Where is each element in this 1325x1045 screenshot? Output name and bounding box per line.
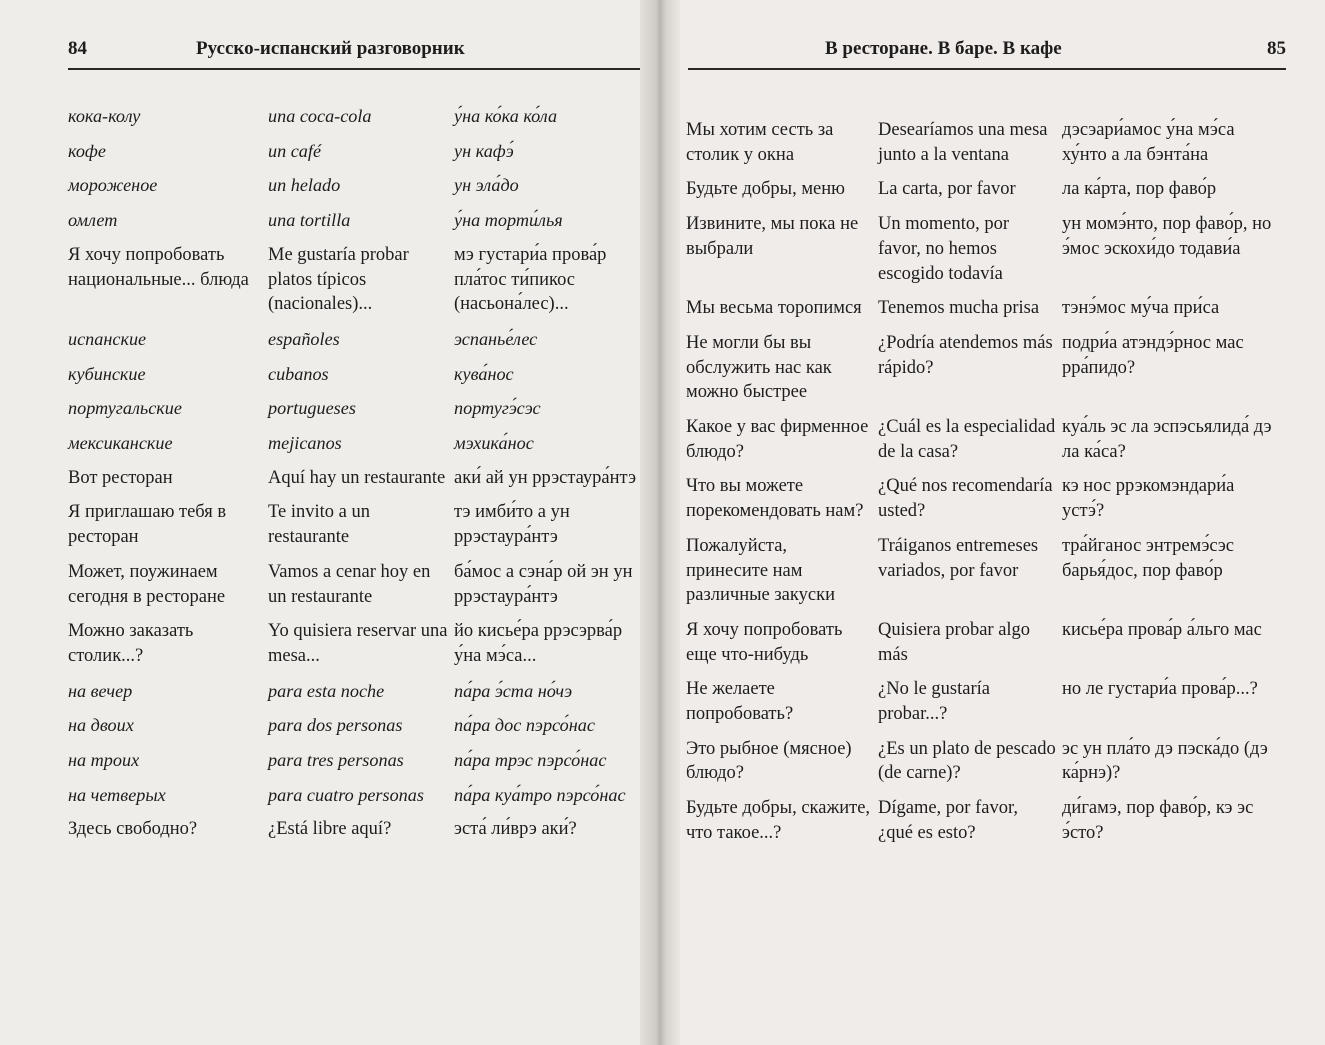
russian-phrase: на четверых: [68, 784, 166, 805]
transcription: ба́мос а сэна́р ой эн ун ррэстаура́нтэ: [454, 561, 633, 607]
running-title: В ресторане. В баре. В кафе: [825, 38, 1062, 59]
transcription: ла ка́рта, пор фаво́р: [1062, 179, 1217, 200]
transcription: кэ нос ррэкомэндари́а устэ́?: [1062, 476, 1235, 522]
spanish-phrase: mejicanos: [268, 433, 342, 454]
page-number: 85: [1267, 38, 1286, 59]
russian-phrase: на вечер: [68, 680, 133, 701]
spanish-phrase: Desearíamos una mesa junto a la ventana: [878, 120, 1048, 165]
russian-phrase: испанские: [68, 328, 147, 349]
spanish-phrase: una coca-cola: [268, 106, 372, 126]
russian-phrase: Мы весьма торопимся: [686, 298, 862, 319]
transcription: тра́йганос энтремэ́сэс барья́дос, пор фаво́р: [1062, 535, 1234, 581]
russian-phrase: Это рыбное (мясное) блюдо?: [686, 738, 852, 784]
russian-phrase: Может, поужинаем сегодня в ресторане: [68, 561, 226, 607]
spanish-phrase: ¿Está libre aquí?: [268, 819, 392, 840]
phrase-row: [68, 500, 648, 549]
transcription: йо кисье́ра ррэсэрва́р у́на мэ́са...: [454, 621, 623, 666]
phrase-row: [686, 474, 1286, 523]
transcription: у́на ко́ка ко́ла: [454, 106, 558, 126]
phrase-row: [686, 331, 1286, 405]
spanish-phrase: una tortilla: [268, 210, 351, 231]
transcription: ун эла́до: [454, 175, 519, 196]
spanish-phrase: Dígame, por favor, ¿qué es esto?: [878, 798, 1019, 843]
spanish-phrase: ¿Qué nos recomendaría usted?: [878, 476, 1053, 522]
phrase-row: [68, 817, 648, 842]
transcription: ун кафэ́: [454, 140, 514, 161]
spanish-phrase: Tenemos mucha prisa: [878, 298, 1040, 319]
phrase-table: [686, 118, 1286, 856]
transcription: ун момэ́нто, пор фаво́р, но э́мос эскохи́до тодави́а: [1062, 214, 1272, 259]
spanish-phrase: ¿No le gustaría probar...?: [878, 679, 990, 725]
russian-phrase: Не могли бы вы обслужить нас как можно быстрее: [686, 332, 832, 403]
russian-phrase: Будьте добры, меню: [686, 179, 845, 200]
phrase-row: [686, 737, 1286, 786]
phrase-row: [686, 296, 1286, 321]
transcription: аки́ ай ун ррэстаура́нтэ: [454, 467, 637, 488]
transcription: эста́ ли́врэ аки́?: [454, 819, 577, 840]
phrase-table: [68, 104, 648, 852]
right-page: [660, 0, 1325, 1045]
russian-phrase: португальские: [68, 398, 182, 419]
spanish-phrase: Tráiganos entremeses variados, por favor: [878, 535, 1039, 581]
russian-phrase: Мы хотим сесть за столик у окна: [686, 120, 834, 165]
transcription: подри́а атэндэ́рнос мас рра́пидо?: [1062, 332, 1244, 378]
russian-phrase: кофе: [68, 140, 106, 161]
phrase-row: [686, 796, 1286, 845]
russian-phrase: Извините, мы пока не выбрали: [686, 214, 859, 259]
russian-phrase: Будьте добры, скажите, что такое...?: [686, 798, 871, 843]
spanish-phrase: Te invito a un restaurante: [268, 502, 370, 548]
transcription: па́ра трэс пэрсо́нас: [454, 750, 607, 771]
phrase-row: [68, 431, 648, 456]
russian-phrase: Какое у вас фирменное блюдо?: [686, 417, 869, 462]
transcription: па́ра дос пэрсо́нас: [454, 715, 595, 736]
spanish-phrase: españoles: [268, 328, 340, 349]
phrase-row: [68, 208, 648, 233]
russian-phrase: Я хочу попробовать национальные... блюда: [68, 244, 249, 290]
spanish-phrase: para tres personas: [268, 750, 404, 771]
russian-phrase: Пожалуйста, принесите нам различные закуски: [686, 535, 835, 606]
phrase-row: [686, 415, 1286, 464]
header-rule: [688, 68, 1286, 70]
phrase-row: [68, 173, 648, 198]
spanish-phrase: ¿Cuál es la especialidad de la casa?: [878, 417, 1056, 462]
phrase-row: [686, 212, 1286, 286]
spanish-phrase: Vamos a cenar hoy en un restaurante: [268, 561, 431, 607]
phrase-row: [686, 677, 1286, 726]
spanish-phrase: Me gustaría probar platos típicos (nacionales)...: [268, 244, 409, 315]
phrase-row: [68, 104, 648, 129]
transcription: куа́ль эс ла эспэсьялида́ дэ ла ка́са?: [1062, 417, 1272, 462]
russian-phrase: мороженое: [68, 175, 158, 196]
spanish-phrase: ¿Podría atendemos más rápido?: [878, 332, 1053, 378]
transcription: но ле густари́а прова́р...?: [1062, 679, 1258, 700]
transcription: эс ун пла́то дэ пэска́до (дэ ка́рнэ)?: [1062, 738, 1268, 784]
spanish-phrase: Yo quisiera reservar una mesa...: [268, 621, 448, 666]
russian-phrase: Я хочу попробовать еще что-нибудь: [686, 619, 843, 665]
russian-phrase: Здесь свободно?: [68, 819, 198, 840]
russian-phrase: на троих: [68, 750, 140, 771]
phrase-row: [68, 243, 648, 317]
phrase-row: [686, 177, 1286, 202]
phrase-row: [68, 466, 648, 491]
phrase-row: [686, 118, 1286, 167]
russian-phrase: мексиканские: [68, 433, 173, 454]
transcription: кува́нос: [454, 363, 514, 384]
spanish-phrase: La carta, por favor: [878, 179, 1016, 200]
phrase-row: [68, 396, 648, 421]
phrase-row: [68, 362, 648, 387]
phrase-row: [68, 713, 648, 738]
book-gutter: [640, 0, 680, 1045]
spanish-phrase: cubanos: [268, 363, 329, 384]
spanish-phrase: Un momento, por favor, no hemos escogido todavía: [878, 214, 1010, 284]
spanish-phrase: Aquí hay un restaurante: [268, 467, 446, 488]
transcription: португэ́сэс: [454, 398, 541, 419]
phrase-row: [68, 783, 648, 808]
spanish-phrase: un café: [268, 140, 322, 161]
spanish-phrase: portugueses: [268, 398, 356, 419]
transcription: мэхика́нос: [454, 433, 534, 454]
russian-phrase: Я приглашаю тебя в ресторан: [68, 502, 227, 548]
phrase-row: [68, 619, 648, 668]
spanish-phrase: para cuatro personas: [268, 784, 424, 805]
spanish-phrase: para dos personas: [268, 715, 403, 736]
russian-phrase: Что вы можете порекомендовать нам?: [686, 476, 864, 522]
transcription: тэ имби́то а ун ррэстаура́нтэ: [454, 502, 570, 548]
transcription: мэ густари́а прова́р пла́тос ти́пикос (насьона́лес)...: [454, 244, 607, 315]
spanish-phrase: un helado: [268, 175, 341, 196]
transcription: па́ра э́ста но́чэ: [454, 680, 573, 701]
phrase-row: [68, 560, 648, 609]
transcription: эспанье́лес: [454, 328, 538, 349]
transcription: дэсэари́амос у́на мэ́са ху́нто а ла бэнта́на: [1062, 120, 1235, 165]
russian-phrase: омлет: [68, 210, 118, 231]
header-rule: [68, 68, 650, 70]
russian-phrase: кока-колу: [68, 106, 141, 126]
phrase-row: [68, 748, 648, 773]
left-page: [0, 0, 660, 1045]
russian-phrase: Не желаете попробовать?: [686, 679, 794, 725]
phrase-row: [686, 534, 1286, 608]
spanish-phrase: ¿Es un plato de pescado (de carne)?: [878, 738, 1056, 784]
russian-phrase: на двоих: [68, 715, 134, 736]
russian-phrase: Вот ресторан: [68, 467, 173, 488]
phrase-row: [68, 139, 648, 164]
transcription: па́ра куа́тро пэрсо́нас: [454, 784, 626, 805]
transcription: тэнэ́мос му́ча при́са: [1062, 298, 1220, 319]
transcription: кисье́ра прова́р а́льго мас: [1062, 619, 1262, 640]
russian-phrase: кубинские: [68, 363, 146, 384]
right-page-header: [688, 36, 1286, 72]
phrase-row: [68, 679, 648, 704]
phrase-row: [68, 327, 648, 352]
transcription: у́на торти́лья: [454, 210, 563, 231]
page-number: 84: [68, 38, 87, 59]
transcription: ди́гамэ, пор фаво́р, кэ эс э́сто?: [1062, 798, 1254, 843]
running-title: Русско-испанский разговорник: [196, 38, 465, 59]
russian-phrase: Можно заказать столик...?: [68, 621, 194, 666]
phrase-row: [686, 618, 1286, 667]
spanish-phrase: para esta noche: [268, 680, 385, 701]
left-page-header: [68, 36, 650, 72]
spanish-phrase: Quisiera probar algo más: [878, 619, 1031, 665]
